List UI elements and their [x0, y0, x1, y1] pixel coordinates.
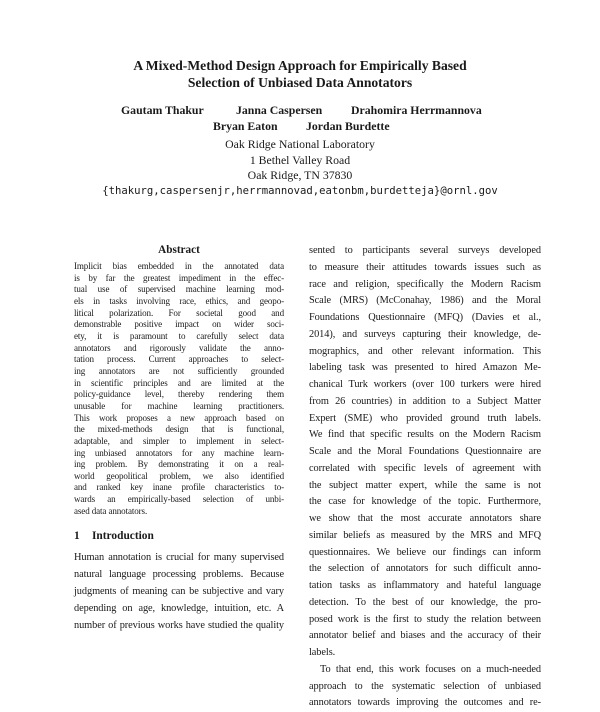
abstract-line: is by far the greatest impediment in the effec-	[74, 272, 284, 283]
body-line: natural language processing problems. Because	[74, 569, 284, 581]
abstract-line: annotators and rigorously validate the anno-	[74, 342, 284, 353]
body-line: correlated with specific levels of agreement with	[309, 462, 541, 474]
affiliation	[0, 137, 600, 199]
body-line: To that end, this work focuses on a much-needed	[320, 663, 541, 675]
abstract-line: unusable for machine learning practitioners.	[74, 400, 284, 411]
author-name: Bryan Eaton	[213, 119, 278, 133]
body-line: Foundations Questionnaire (MFQ) (Davies et al.,	[309, 312, 541, 323]
title-line-1: A Mixed-Method Design Approach for Empirically Based	[133, 58, 467, 73]
introduction-body	[74, 550, 284, 634]
abstract-line: litical polarization. For societal good and	[74, 307, 284, 318]
abstract-line: ing problem. By demonstrating it on a real-	[74, 459, 284, 470]
body-line: detection. To the best of our knowledge, the pro-	[309, 596, 541, 608]
body-line: annotators towards improving the outcomes and re-	[309, 697, 541, 709]
body-line: approach to the systematic selection of unbiased	[309, 680, 541, 692]
body-line: tation tasks as inflammatory and hateful language	[309, 580, 541, 591]
paper-title	[0, 57, 600, 91]
abstract-line: ing annotators are not sufficiently grounded	[74, 365, 284, 376]
section-title: Introduction	[92, 530, 154, 543]
author-name: Jordan Burdette	[306, 119, 390, 133]
section-heading-introduction	[74, 529, 284, 543]
body-line: depending on age, knowledge, intuition, etc. A	[74, 602, 284, 614]
body-line: mographics, and other relevant information. This	[309, 345, 541, 357]
abstract-line: and ranked key inane profile characteristics to-	[74, 482, 284, 493]
abstract-line: This work proposes a new approach based on	[74, 412, 284, 423]
abstract-line: els in tasks involving race, ethics, and geopo-	[74, 295, 284, 306]
body-line: We find that specific results on the Modern Racism	[309, 429, 541, 441]
abstract-line: demonstrable positive impact on wider soci-	[74, 319, 284, 330]
abstract-line: ety, it is paramount to carefully select data	[74, 330, 284, 341]
author-name: Drahomira Herrmannova	[351, 103, 482, 117]
affiliation-org: Oak Ridge National Laboratory	[225, 137, 375, 151]
affiliation-street: 1 Bethel Valley Road	[249, 152, 351, 167]
section-number: 1	[74, 530, 80, 543]
body-line: chanical Turk workers (over 100 turkers were hired	[309, 379, 541, 390]
abstract-line: tation process. Current approaches to select-	[74, 354, 284, 365]
body-line: Expert (SME) who provided ground truth labels.	[309, 412, 541, 424]
abstract-body	[74, 261, 284, 517]
body-line: posed work is the first to study the relation between	[309, 613, 541, 625]
body-line: race and religion, specifically the Modern Racism	[309, 278, 541, 290]
abstract-line: adaptable, and simpler to implement in select-	[74, 435, 284, 446]
left-column	[74, 243, 284, 634]
abstract-line: the mixed-methods design that is functional,	[74, 424, 284, 435]
abstract-line: wards an empirically-based selection of unbi-	[74, 494, 284, 505]
body-line: labeling task was presented to hired Amazon Me-	[309, 362, 541, 374]
body-line: 2014), and surveys capturing their knowledge, de-	[309, 328, 541, 340]
author-list	[0, 102, 600, 134]
abstract-line: world geopolitical problem, we also identified	[74, 470, 284, 481]
abstract-line: policy-guidance level, thereby rendering them	[74, 389, 284, 400]
abstract-line: in scientific principles and are limited at the	[74, 377, 284, 388]
abstract-heading: Abstract	[158, 244, 200, 256]
body-line: number of previous works have studied the quality	[74, 619, 284, 631]
author-name: Janna Caspersen	[236, 103, 323, 117]
abstract-line: ing unbiased annotators for any machine learn-	[74, 447, 284, 458]
body-line: annotator belief and biases and the accuracy of their	[309, 630, 541, 642]
body-line: the subject matter expert, while the same is not	[309, 479, 541, 491]
body-line: the case for knowledge of the topic. Furthermore,	[309, 496, 541, 508]
author-name: Gautam Thakur	[121, 103, 204, 117]
abstract-line: Implicit bias embedded in the annotated data	[74, 261, 284, 271]
body-line: Scale (MRS) (McConahay, 1986) and the Moral	[309, 295, 541, 307]
body-line: labels.	[309, 647, 336, 658]
body-line: to measure their attitudes towards issues such as	[309, 261, 541, 273]
author-emails: {thakurg,caspersenjr,herrmannovad,eatonbm,burdetteja}@ornl.gov	[102, 184, 498, 197]
abstract-line: tual use of supervised machine learning mod-	[74, 284, 284, 295]
body-line: from 26 countries) in addition to a Subject Matter	[309, 395, 541, 407]
body-line: judgments of meaning can be subjective and vary	[74, 586, 284, 598]
body-line: Human annotation is crucial for many supervised	[74, 552, 284, 564]
body-line: Scale and the Moral Foundations Questionnaire are	[309, 446, 541, 457]
abstract-line: ased data annotators.	[74, 505, 148, 516]
right-column	[309, 243, 541, 712]
body-line: sented to participants several surveys developed	[309, 245, 541, 256]
title-line-2: Selection of Unbiased Data Annotators	[187, 75, 413, 90]
body-line: we show that the most accurate annotators share	[309, 513, 541, 524]
right-column-body	[309, 243, 541, 712]
affiliation-city: Oak Ridge, TN 37830	[247, 168, 353, 182]
body-line: questionnaires. We believe our findings can inform	[309, 546, 541, 558]
body-line: the selection of annotators for such difficult anno-	[309, 563, 541, 575]
body-line: similar beliefs as measured by the MRS and MFQ	[309, 529, 541, 541]
